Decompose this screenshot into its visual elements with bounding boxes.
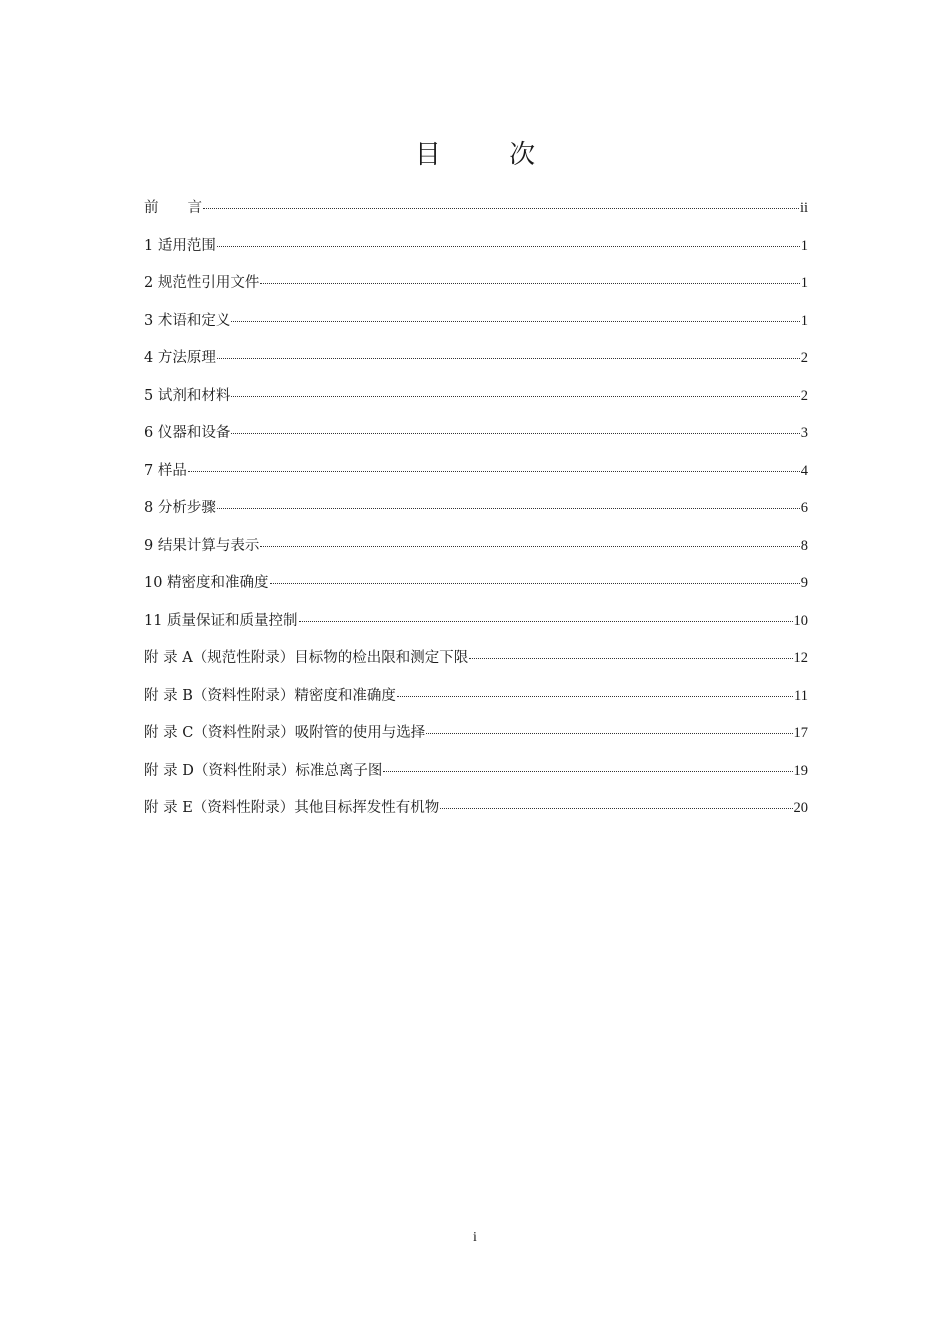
page-number: i (473, 1230, 477, 1245)
toc-entry-page: 2 (800, 350, 808, 366)
toc-entry-label: 3 术语和定义 (144, 312, 231, 329)
toc-entry-samples[interactable] (144, 459, 808, 497)
toc-entry-analysis-steps[interactable] (144, 496, 808, 534)
toc-entry-page: 2 (800, 387, 808, 404)
toc-entry-appendix-c[interactable] (144, 721, 808, 759)
toc-entry-label: 7 样品 (144, 462, 187, 479)
toc-entry-appendix-e[interactable] (144, 796, 808, 834)
toc-entry-label: 8 分析步骤 (144, 500, 216, 516)
toc-leader-dots (217, 246, 800, 247)
toc-leader-dots (299, 621, 793, 622)
toc-entry-page: 8 (800, 537, 808, 554)
toc-leader-dots (231, 433, 799, 434)
toc-entry-label: 9 结果计算与表示 (144, 537, 260, 554)
toc-entry-label: 1 适用范围 (144, 237, 216, 254)
toc-entry-label: 10 精密度和准确度 (144, 575, 269, 591)
toc-entry-page: 19 (793, 762, 808, 779)
toc-entry-appendix-d[interactable] (144, 759, 808, 797)
toc-entry-label: 11 质量保证和质量控制 (144, 612, 298, 629)
toc-entry-label: 前 言 (144, 200, 202, 216)
toc-entry-page: 20 (793, 800, 808, 816)
toc-leader-dots (203, 208, 799, 209)
toc-leader-dots (217, 508, 800, 509)
toc-leader-dots (260, 546, 799, 547)
toc-entry-page: 6 (800, 500, 808, 516)
toc-entry-appendix-b[interactable] (144, 684, 808, 722)
toc-leader-dots (383, 771, 792, 772)
toc-entry-page: ii (799, 200, 808, 216)
toc-entry-page: 17 (793, 725, 808, 741)
toc-entry-normative-references[interactable] (144, 271, 808, 309)
toc-leader-dots (440, 808, 792, 809)
toc-entry-foreword[interactable] (144, 196, 808, 234)
toc-entry-appendix-a[interactable] (144, 646, 808, 684)
toc-entry-method-principle[interactable] (144, 346, 808, 384)
toc-entry-quality-control[interactable] (144, 609, 808, 647)
toc-entry-page: 3 (800, 425, 808, 441)
toc-entry-label: 2 规范性引用文件 (144, 275, 260, 291)
toc-entry-page: 1 (800, 312, 808, 329)
toc-entry-page: 1 (800, 275, 808, 291)
toc-leader-dots (231, 321, 799, 322)
toc-leader-dots (231, 396, 799, 397)
toc-leader-dots (397, 696, 793, 697)
toc-entry-page: 11 (794, 687, 808, 704)
toc-entry-scope[interactable] (144, 234, 808, 272)
toc-entry-page: 1 (800, 237, 808, 254)
toc-entry-page: 10 (793, 612, 808, 629)
toc-entry-label: 附 录 B（资料性附录）精密度和准确度 (144, 687, 396, 704)
toc-entry-terms-definitions[interactable] (144, 309, 808, 347)
toc-leader-dots (217, 358, 800, 359)
page-title: 目 次 (414, 140, 566, 170)
toc-entry-page: 12 (793, 650, 808, 666)
toc-entry-precision-accuracy[interactable] (144, 571, 808, 609)
toc-leader-dots (188, 471, 800, 472)
toc-entry-label: 附 录 A（规范性附录）目标物的检出限和测定下限 (144, 650, 469, 666)
toc-entry-result-calculation[interactable] (144, 534, 808, 572)
toc-entry-reagents-materials[interactable] (144, 384, 808, 422)
table-of-contents (144, 196, 808, 834)
toc-entry-page: 4 (800, 462, 808, 479)
toc-entry-page: 9 (800, 575, 808, 591)
toc-entry-label: 附 录 E（资料性附录）其他目标挥发性有机物 (144, 800, 440, 816)
toc-entry-instruments-equipment[interactable] (144, 421, 808, 459)
toc-leader-dots (270, 583, 800, 584)
toc-entry-label: 5 试剂和材料 (144, 387, 231, 404)
toc-leader-dots (469, 658, 792, 659)
toc-entry-label: 6 仪器和设备 (144, 425, 231, 441)
toc-entry-label: 附 录 D（资料性附录）标准总离子图 (144, 762, 383, 779)
toc-leader-dots (260, 283, 799, 284)
toc-leader-dots (426, 733, 792, 734)
toc-entry-label: 4 方法原理 (144, 350, 216, 366)
toc-entry-label: 附 录 C（资料性附录）吸附管的使用与选择 (144, 725, 426, 741)
